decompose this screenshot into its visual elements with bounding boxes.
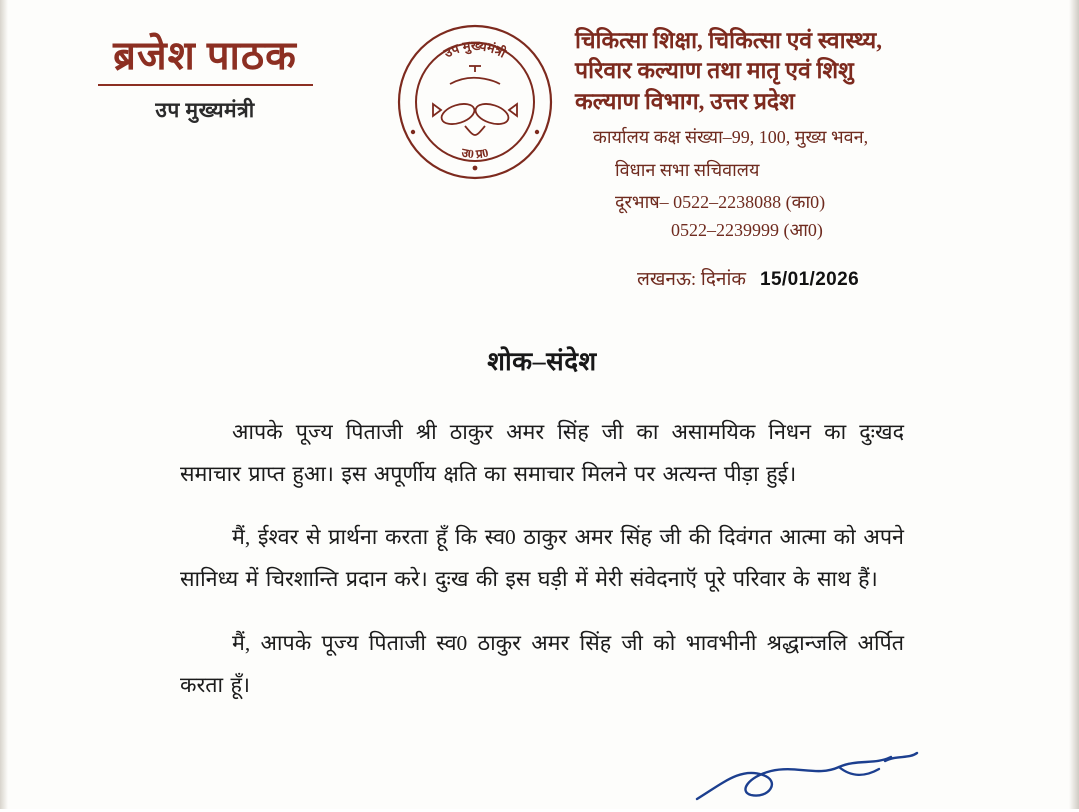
phone-line-1: दूरभाष– 0522–2238088 (का0) xyxy=(615,192,826,213)
person-designation: उप मुख्यमंत्री xyxy=(155,98,255,122)
place-and-date xyxy=(637,265,1049,291)
letter-paragraph-1: आपके पूज्य पिताजी श्री ठाकुर अमर सिंह जी का असामयिक निधन का दुःखद समाचार प्राप्त हुआ। इस अपूर्णीय क्षति का समाचार मिलने पर अत्यन्त पीड़ा हुई। xyxy=(180,420,904,486)
name-underline xyxy=(98,84,313,86)
svg-text:उप मुख्यमंत्री: उप मुख्यमंत्री xyxy=(441,37,509,61)
department-line-1: चिकित्सा शिक्षा, चिकित्सा एवं स्वास्थ्य, xyxy=(575,28,882,53)
letter-body xyxy=(0,342,1079,707)
office-address-line-1: कार्यालय कक्ष संख्या–99, 100, मुख्य भवन, xyxy=(593,127,869,148)
handwritten-signature xyxy=(689,747,929,807)
place-date-label: लखनऊ: दिनांक xyxy=(637,269,746,291)
letter-paragraph-2: मैं, ईश्वर से प्रार्थना करता हूँ कि स्व0 ठाकुर अमर सिंह जी की दिवंगत आत्मा को अपने सानिध्य में चिरशान्ति प्रदान करे। दुःख की इस घड़ी में मेरी संवेदनाऍ पूरे परिवार के साथ हैं। xyxy=(180,525,904,592)
letterhead-left-block xyxy=(60,34,350,124)
phone-line-2: 0522–2239999 (आ0) xyxy=(671,220,823,241)
office-address-line-2: विधान सभा सचिवालय xyxy=(615,160,760,181)
letterhead xyxy=(0,0,1079,290)
department-line-3: कल्याण विभाग, उत्तर प्रदेश xyxy=(575,88,795,114)
letter-date-value: 15/01/2026 xyxy=(759,269,860,291)
person-name: ब्रजेश पाठक xyxy=(113,33,297,78)
government-seal-emblem xyxy=(395,22,555,182)
letter-paragraph-3: मैं, आपके पूज्य पिताजी स्व0 ठाकुर अमर सिंह जी को भावभीनी श्रद्धान्जलि अर्पित करता हूँ। xyxy=(180,630,904,697)
svg-text:उ0 प्र0: उ0 प्र0 xyxy=(460,145,490,162)
letterhead-right-block xyxy=(575,26,1049,291)
department-line-2: परिवार कल्याण तथा मातृ एवं शिशु xyxy=(575,58,854,84)
letter-subject-heading: शोक–संदेश xyxy=(487,347,597,376)
